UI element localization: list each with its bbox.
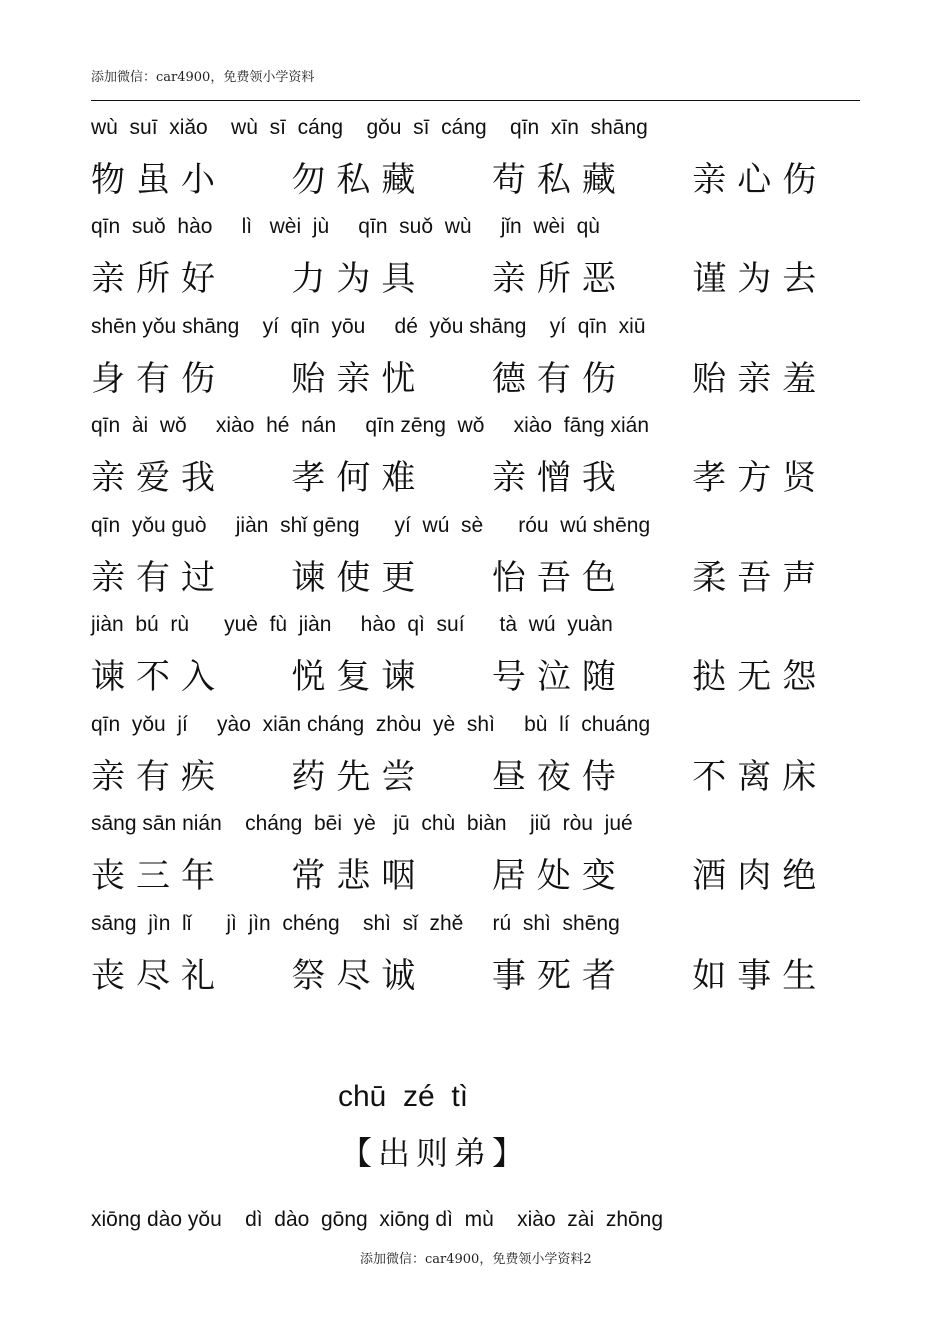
hanzi-line: 谏不入 悦复谏 号泣随 挞无怨 [91, 657, 828, 697]
pinyin-line: qīn suǒ hào lì wèi jù qīn suǒ wù jǐn wèi qù [91, 215, 600, 238]
section-title: 【出则弟】 [340, 1134, 531, 1172]
hanzi-line: 物虽小 勿私藏 苟私藏 亲心伤 [91, 160, 828, 200]
stanza-9 [91, 909, 891, 999]
stanza-1 [91, 113, 891, 203]
stanza-4 [91, 411, 891, 501]
stanza-5 [91, 511, 891, 601]
page-footer: 添加微信：car4900，免费领小学资料2 [360, 1252, 592, 1267]
pinyin-line: shēn yǒu shāng yí qīn yōu dé yǒu shāng yí qīn xiū [91, 315, 646, 338]
stanza-3 [91, 312, 891, 402]
header-divider [91, 100, 860, 101]
pinyin-line: sāng sān nián cháng bēi yè jū chù biàn jiǔ ròu jué [91, 812, 633, 835]
hanzi-line: 丧三年 常悲咽 居处变 酒肉绝 [91, 856, 828, 896]
pinyin-line: jiàn bú rù yuè fù jiàn hào qì suí tà wú yuàn [91, 613, 613, 636]
hanzi-line: 亲有过 谏使更 怡吾色 柔吾声 [91, 558, 828, 598]
hanzi-line: 亲有疾 药先尝 昼夜侍 不离床 [91, 757, 828, 797]
pinyin-line: qīn ài wǒ xiào hé nán qīn zēng wǒ xiào fāng xián [91, 414, 649, 437]
stanza-8 [91, 809, 891, 899]
pinyin-line: xiōng dào yǒu dì dào gōng xiōng dì mù xiào zài zhōng [91, 1208, 664, 1231]
stanza-2 [91, 212, 891, 302]
stanza-7 [91, 710, 891, 800]
stanza-6 [91, 610, 891, 700]
hanzi-line: 亲所好 力为具 亲所恶 谨为去 [91, 259, 828, 299]
pinyin-line: sāng jìn lǐ jì jìn chéng shì sǐ zhě rú shì shēng [91, 912, 620, 935]
pinyin-line: qīn yǒu guò jiàn shǐ gēng yí wú sè róu wú shēng [91, 514, 651, 537]
hanzi-line: 丧尽礼 祭尽诚 事死者 如事生 [91, 956, 828, 996]
hanzi-line: 亲爱我 孝何难 亲憎我 孝方贤 [91, 458, 828, 498]
page-header: 添加微信：car4900，免费领小学资料 [91, 70, 315, 85]
pinyin-line: qīn yǒu jí yào xiān cháng zhòu yè shì bù lí chuáng [91, 713, 651, 736]
hanzi-line: 身有伤 贻亲忧 德有伤 贻亲羞 [91, 359, 828, 399]
section-title-pinyin: chū zé tì [338, 1080, 469, 1113]
pinyin-line: wù suī xiǎo wù sī cáng gǒu sī cáng qīn xīn shāng [91, 116, 648, 139]
